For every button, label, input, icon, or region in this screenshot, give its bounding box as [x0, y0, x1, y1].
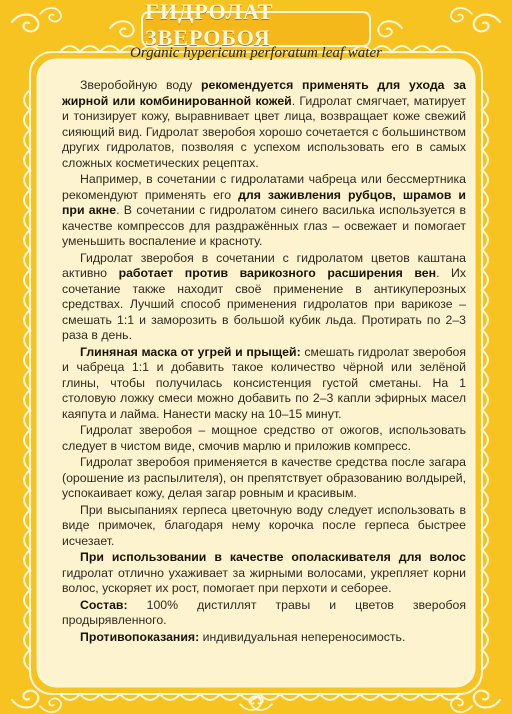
- paragraph-hair: При использовании в качестве ополаскивателя для волос гидролат отлично ухаживает за жирными волосами, укрепляет корни волос, ускоряет их рост, помогает при перхоти и себорее.: [62, 550, 466, 595]
- paragraph-clay-mask: Глиняная маска от угрей и прыщей: смешать гидролат зверобоя и чабреца 1:1 и добавить такое количество чёрной или зелёной глины, чтобы получилась консистенция густой сметаны. На 1 столовую ложку смеси можно добавить по 2–3 капли эфирных масел каяпута и лайма. Нанести маску на 10–15 минут.: [62, 344, 466, 421]
- body-text: [62, 78, 466, 678]
- page-title: ГИДРОЛАТ ЗВЕРОБОЯ: [145, 0, 274, 50]
- paragraph-healing: Например, в сочетании с гидролатами чабреца или бессмертника рекомендуют применять его для заживления рубцов, шрамов и при акне. В сочетании с гидролатом синего василька используется в качестве компрессов для раздражённых глаз – освежает и помогает уменьшить воспаление и красноту.: [62, 172, 466, 248]
- paragraph-varicose: Гидролат зверобоя в сочетании с гидролатом цветов каштана активно работает против варикозного расширения вен. Их сочетание также находит своё применение в антикуперозных средствах. Лучший способ применения гидролатов при варикозе – смешать 1:1 и заморозить в большой кубик льда. Протирать по 2–3 раза в день.: [62, 250, 466, 342]
- paragraph-burns: Гидролат зверобоя – мощное средство от ожогов, использовать следует в чистом виде, смочив марлю и приложив компресс.: [62, 423, 466, 453]
- paragraph-composition: Состав: 100% дистиллят травы и цветов зверобоя продырявленного.: [62, 597, 466, 627]
- paragraph-sunburn: Гидролат зверобоя применяется в качестве средства после загара (орошение из распылителя), он препятствует образованию волдырей, успокаивает кожу, делая загар ровным и красивым.: [62, 455, 466, 500]
- paragraph-contraindications: Противопоказания: индивидуальная непереносимость.: [80, 629, 406, 644]
- title-plate: [145, 0, 367, 50]
- paragraph-herpes: При высыпаниях герпеса цветочную воду следует использовать в виде примочек, благодаря нему корочка после герпеса быстрее исчезает.: [62, 502, 466, 548]
- paragraph-usage: Зверобойную воду рекомендуется применять для ухода за жирной или комбинированной кожей. Гидролат смягчает, матирует и тонизирует кожу, выравнивает цвет лица, возвращает коже свежий сияющий вид. Гидролат зверобоя хорошо сочетается с большинством других гидролатов, позволяя с успехом использовать его в самых сложных косметических рецептах.: [62, 78, 466, 170]
- page-subtitle: Organic hypericum perforatum leaf water: [130, 45, 382, 61]
